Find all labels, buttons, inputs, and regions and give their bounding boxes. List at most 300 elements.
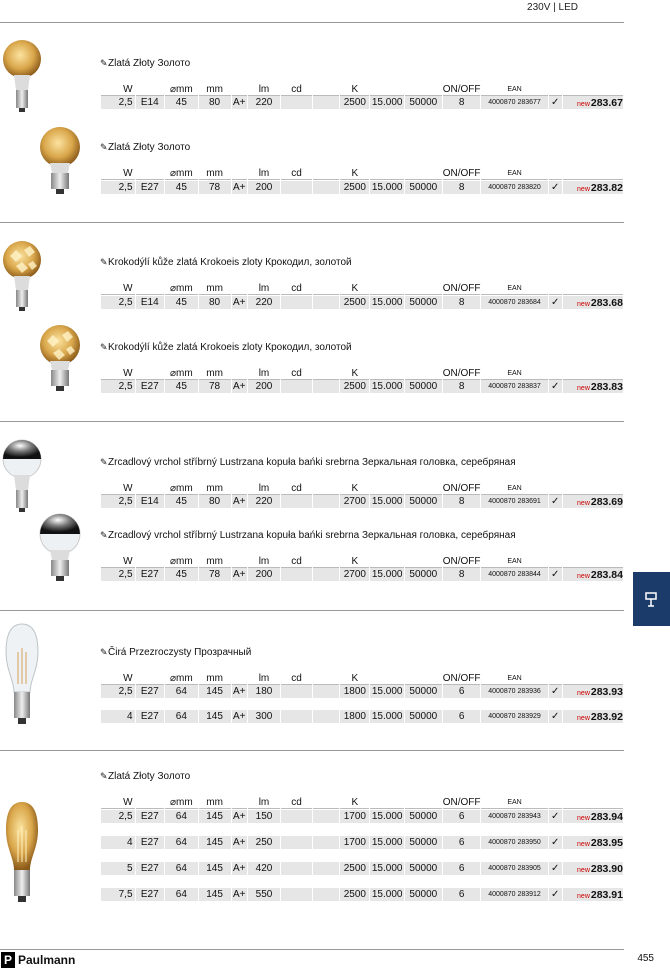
cell-energy: A+ (233, 569, 246, 580)
spec-header-life (405, 796, 442, 809)
spec-header-cd: cd (281, 282, 312, 295)
new-badge: new (577, 840, 590, 848)
cell-check: ✓ (549, 862, 562, 875)
bulb-golden-e27-image (38, 125, 82, 197)
cell-art (563, 888, 623, 901)
cell-lm: 250 (248, 836, 280, 849)
spec-header-angle (313, 282, 339, 295)
spec-header-ean: EAN (481, 167, 547, 180)
spec-header-life (405, 167, 442, 180)
article-number[interactable]: 283.95 (590, 836, 623, 849)
spec-table (100, 83, 624, 109)
article-number[interactable]: 283.68 (590, 296, 623, 309)
cell-angle (313, 568, 339, 581)
new-badge: new (577, 185, 590, 193)
spec-header-pack: ON/OFF (442, 555, 481, 567)
article-number[interactable]: 283.67 (590, 96, 623, 109)
spec-header-life (405, 282, 442, 295)
cell-diam: 45 (165, 380, 198, 393)
cell-base: E27 (136, 836, 165, 849)
cell-cd (281, 181, 312, 194)
spec-header-pack: ON/OFF (442, 83, 481, 95)
cell-cd (281, 568, 312, 581)
product-row[interactable] (101, 380, 623, 393)
bulb-mirror-e14-image (2, 435, 42, 515)
cell-pack: 8 (443, 568, 481, 581)
cell-diam: 64 (165, 685, 198, 698)
cell-k: 2500 (340, 862, 369, 875)
cell-angle (313, 96, 339, 109)
cell-pack: 8 (443, 181, 481, 194)
spec-header-k: K (340, 367, 369, 380)
spec-header-w: W (101, 282, 135, 295)
cell-diam: 45 (165, 568, 198, 581)
cell-life: 50000 (405, 96, 442, 109)
cell-diam: 64 (165, 836, 198, 849)
spec-header-base (136, 482, 165, 495)
page-number: 455 (637, 953, 654, 964)
cell-check: ✓ (549, 380, 562, 393)
cell-check: ✓ (549, 685, 562, 698)
cell-ean: 4000870 283950 (481, 836, 547, 849)
spec-header-life (405, 555, 442, 568)
cell-k: 2700 (340, 568, 369, 581)
spec-header-base (136, 367, 165, 380)
product-group-title (100, 457, 516, 468)
new-badge: new (577, 814, 590, 822)
spec-header-k: K (340, 482, 369, 495)
spec-header-w: W (101, 367, 135, 380)
cell-base: E27 (136, 568, 165, 581)
product-group-title (100, 530, 516, 541)
cell-diam: 64 (165, 862, 198, 875)
cell-life: 50000 (405, 710, 442, 723)
spec-header-k: K (340, 282, 369, 295)
cell-sw: 15.000 (371, 182, 403, 193)
spec-header-cd: cd (281, 796, 312, 809)
spec-header-k: K (340, 555, 369, 568)
spec-header-energy (232, 555, 248, 568)
spec-header-ean: EAN (481, 367, 547, 380)
cell-diam: 64 (165, 888, 198, 901)
spec-header-angle (313, 482, 339, 495)
spec-header-sw (370, 167, 404, 180)
product-row[interactable] (101, 568, 623, 581)
cell-lm: 550 (248, 888, 280, 901)
cell-ean: 4000870 283684 (481, 296, 547, 309)
spec-header-w: W (101, 672, 135, 685)
cell-life: 50000 (405, 181, 442, 194)
cell-lm: 150 (248, 810, 280, 823)
cell-angle (313, 181, 339, 194)
lamp-icon (644, 591, 658, 607)
spec-header-angle (313, 672, 339, 685)
cell-height: 80 (199, 495, 231, 508)
bulb-crocodile-e14-image (2, 236, 42, 314)
spec-header-energy (232, 367, 248, 380)
cell-sw: 15.000 (371, 297, 403, 308)
cell-w: 2,5 (101, 495, 135, 508)
cell-pack: 6 (443, 685, 481, 698)
cell-sw: 15.000 (371, 811, 403, 822)
cell-w: 2,5 (101, 568, 135, 581)
cell-base: E27 (136, 685, 165, 698)
article-number[interactable]: 283.92 (590, 710, 623, 723)
cell-life: 50000 (405, 380, 442, 393)
finish-icon: ✎ (100, 457, 108, 467)
cell-energy: A+ (233, 496, 246, 507)
cell-check: ✓ (549, 96, 562, 109)
spec-header-lm: lm (248, 672, 280, 685)
cell-diam: 64 (165, 710, 198, 723)
new-badge: new (577, 892, 590, 900)
spec-header-art (563, 167, 623, 180)
cell-k: 2500 (340, 181, 369, 194)
spec-header-diam: ⌀mm (165, 167, 198, 180)
product-group-title-text: Zrcadlový vrchol stříbrný Lustrzana kopuła bańki srebrna Зеркальная головка, серебряная (108, 530, 516, 541)
cell-angle (313, 810, 339, 823)
cell-w: 2,5 (101, 296, 135, 309)
cell-k: 1700 (340, 810, 369, 823)
cell-energy: A+ (233, 686, 246, 697)
cell-w: 5 (101, 862, 135, 875)
cell-life: 50000 (405, 810, 442, 823)
article-number[interactable]: 283.93 (590, 685, 623, 698)
cell-ean: 4000870 283905 (481, 862, 547, 875)
spec-header-life (405, 672, 442, 685)
spec-header-k: K (340, 167, 369, 180)
spec-header-k: K (340, 83, 369, 96)
cell-diam: 64 (165, 810, 198, 823)
product-group-title-text: Zlatá Złoty Золото (108, 58, 191, 69)
cell-life: 50000 (405, 836, 442, 849)
new-badge: new (577, 499, 590, 507)
spec-header-base (136, 282, 165, 295)
cell-base: E14 (136, 495, 165, 508)
article-number[interactable]: 283.90 (590, 862, 623, 875)
cell-height: 145 (199, 710, 231, 723)
spec-header-life (405, 482, 442, 495)
spec-header-diam: ⌀mm (165, 796, 198, 809)
cell-base: E27 (136, 888, 165, 901)
finish-icon: ✎ (100, 771, 108, 781)
spec-header-height: mm (199, 555, 231, 568)
spec-header-angle (313, 83, 339, 96)
cell-pack: 6 (443, 810, 481, 823)
cell-base: E14 (136, 96, 165, 109)
spec-header-art (563, 482, 623, 495)
cell-check: ✓ (549, 836, 562, 849)
section-tab-lamp[interactable] (633, 572, 670, 626)
cell-art (563, 568, 623, 581)
spec-header-sw (370, 555, 404, 568)
spec-header-lm: lm (248, 796, 280, 809)
product-row[interactable] (101, 96, 623, 109)
product-row[interactable] (101, 181, 623, 194)
cell-height: 78 (199, 568, 231, 581)
spec-header-lm: lm (248, 555, 280, 568)
spec-header-lm: lm (248, 167, 280, 180)
cell-k: 2500 (340, 380, 369, 393)
cell-diam: 45 (165, 96, 198, 109)
cell-base: E27 (136, 181, 165, 194)
cell-ean: 4000870 283912 (481, 888, 547, 901)
cell-ean: 4000870 283677 (481, 96, 547, 109)
cell-sw: 15.000 (371, 889, 403, 900)
cell-ean: 4000870 283929 (481, 710, 547, 723)
spec-header-k: K (340, 796, 369, 809)
spec-header-lm: lm (248, 282, 280, 295)
bulb-clear-st64-image (4, 622, 40, 728)
spec-header-art (563, 672, 623, 685)
spec-header-sw (370, 796, 404, 809)
cell-art (563, 685, 623, 698)
product-group-title (100, 342, 352, 353)
cell-w: 4 (101, 710, 135, 723)
spec-header-base (136, 555, 165, 568)
cell-life: 50000 (405, 888, 442, 901)
cell-k: 2500 (340, 296, 369, 309)
cell-lm: 200 (248, 181, 280, 194)
spec-header-height: mm (199, 367, 231, 380)
cell-w: 2,5 (101, 380, 135, 393)
cell-art (563, 296, 623, 309)
spec-header-art (563, 796, 623, 809)
spec-header-check (549, 555, 562, 568)
cell-cd (281, 836, 312, 849)
spec-header-diam: ⌀mm (165, 482, 198, 495)
spec-table (100, 555, 624, 581)
article-number[interactable]: 283.94 (590, 810, 623, 823)
spec-header-diam: ⌀mm (165, 83, 198, 96)
cell-energy: A+ (233, 97, 246, 108)
cell-life: 50000 (405, 296, 442, 309)
cell-cd (281, 710, 312, 723)
cell-height: 145 (199, 836, 231, 849)
cell-cd (281, 810, 312, 823)
cell-lm: 420 (248, 862, 280, 875)
cell-w: 2,5 (101, 685, 135, 698)
spec-header-lm: lm (248, 367, 280, 380)
cell-k: 2500 (340, 888, 369, 901)
spec-header-pack: ON/OFF (442, 482, 481, 494)
cell-sw: 15.000 (371, 711, 403, 722)
spec-header-k: K (340, 672, 369, 685)
cell-angle (313, 836, 339, 849)
product-group-title (100, 58, 190, 69)
cell-ean: 4000870 283820 (481, 181, 547, 194)
spec-header-row (101, 167, 623, 180)
cell-cd (281, 96, 312, 109)
cell-life: 50000 (405, 862, 442, 875)
spec-header-check (549, 282, 562, 295)
spec-header-sw (370, 282, 404, 295)
cell-angle (313, 380, 339, 393)
spec-header-cd: cd (281, 83, 312, 96)
spec-table (100, 796, 624, 901)
cell-k: 2700 (340, 495, 369, 508)
cell-height: 145 (199, 888, 231, 901)
finish-icon: ✎ (100, 58, 108, 68)
cell-lm: 300 (248, 710, 280, 723)
cell-art (563, 836, 623, 849)
spec-header-ean: EAN (481, 555, 547, 568)
article-number[interactable]: 283.82 (590, 181, 623, 194)
spec-header-angle (313, 796, 339, 809)
category-label: 230V | LED (527, 2, 578, 13)
new-badge: new (577, 714, 590, 722)
spec-header-base (136, 83, 165, 96)
brand-name: Paulmann (18, 953, 76, 967)
spec-table (100, 482, 624, 508)
cell-ean: 4000870 283691 (481, 495, 547, 508)
footer-rule (0, 949, 624, 950)
spec-header-row (101, 482, 623, 495)
cell-pack: 6 (443, 862, 481, 875)
cell-sw: 15.000 (371, 686, 403, 697)
product-row[interactable] (101, 685, 623, 698)
product-row[interactable] (101, 296, 623, 309)
cell-pack: 8 (443, 495, 481, 508)
spec-header-height: mm (199, 167, 231, 180)
cell-w: 2,5 (101, 96, 135, 109)
cell-energy: A+ (233, 381, 246, 392)
cell-ean: 4000870 283936 (481, 685, 547, 698)
cell-check: ✓ (549, 810, 562, 823)
spec-header-energy (232, 672, 248, 685)
cell-energy: A+ (233, 182, 246, 193)
cell-height: 145 (199, 862, 231, 875)
cell-sw: 15.000 (371, 97, 403, 108)
spec-header-pack: ON/OFF (442, 672, 481, 684)
product-group-title-text: Zlatá Złoty Золото (108, 142, 191, 153)
cell-check: ✓ (549, 296, 562, 309)
spec-header-ean: EAN (481, 672, 547, 685)
cell-angle (313, 862, 339, 875)
bulb-golden-st64-image (4, 800, 40, 906)
spec-header-cd: cd (281, 482, 312, 495)
product-row[interactable] (101, 495, 623, 508)
spec-header-w: W (101, 796, 135, 809)
spec-header-diam: ⌀mm (165, 672, 198, 685)
cell-energy: A+ (233, 297, 246, 308)
cell-lm: 200 (248, 568, 280, 581)
spec-header-life (405, 83, 442, 96)
cell-art (563, 710, 623, 723)
spec-header-angle (313, 555, 339, 568)
spec-table (100, 167, 624, 194)
product-group-title (100, 142, 190, 153)
product-row[interactable] (101, 836, 623, 849)
cell-energy: A+ (233, 863, 246, 874)
cell-angle (313, 685, 339, 698)
new-badge: new (577, 866, 590, 874)
cell-energy: A+ (233, 889, 246, 900)
spec-header-check (549, 367, 562, 380)
cell-energy: A+ (233, 811, 246, 822)
article-number[interactable]: 283.83 (590, 380, 623, 393)
spec-header-row (101, 672, 623, 685)
article-number[interactable]: 283.84 (590, 568, 623, 581)
spec-header-angle (313, 367, 339, 380)
spec-header-sw (370, 367, 404, 380)
spec-header-pack: ON/OFF (442, 796, 481, 808)
cell-cd (281, 862, 312, 875)
cell-lm: 220 (248, 296, 280, 309)
cell-cd (281, 888, 312, 901)
spec-header-energy (232, 167, 248, 180)
cell-base: E27 (136, 810, 165, 823)
cell-height: 78 (199, 380, 231, 393)
cell-cd (281, 296, 312, 309)
paulmann-logo: P (1, 952, 15, 968)
spec-header-life (405, 367, 442, 380)
cell-cd (281, 495, 312, 508)
spec-header-w: W (101, 83, 135, 96)
cell-pack: 8 (443, 96, 481, 109)
spec-header-art (563, 83, 623, 96)
spec-header-diam: ⌀mm (165, 282, 198, 295)
spec-header-sw (370, 672, 404, 685)
cell-w: 7,5 (101, 888, 135, 901)
spec-header-row (101, 555, 623, 568)
cell-lm: 180 (248, 685, 280, 698)
spec-header-base (136, 796, 165, 809)
product-row[interactable] (101, 810, 623, 823)
spec-table (100, 367, 624, 393)
article-number[interactable]: 283.91 (590, 888, 623, 901)
finish-icon: ✎ (100, 342, 108, 352)
spec-header-cd: cd (281, 367, 312, 380)
spec-header-base (136, 672, 165, 685)
cell-check: ✓ (549, 888, 562, 901)
cell-sw: 15.000 (371, 569, 403, 580)
new-badge: new (577, 689, 590, 697)
finish-icon: ✎ (100, 647, 108, 657)
finish-icon: ✎ (100, 142, 108, 152)
section-divider (0, 222, 624, 223)
spec-header-energy (232, 796, 248, 809)
spec-header-art (563, 367, 623, 380)
cell-energy: A+ (233, 837, 246, 848)
cell-w: 2,5 (101, 810, 135, 823)
cell-life: 50000 (405, 495, 442, 508)
spec-header-energy (232, 282, 248, 295)
spec-header-pack: ON/OFF (442, 367, 481, 379)
spec-header-sw (370, 482, 404, 495)
cell-art (563, 380, 623, 393)
article-number[interactable]: 283.69 (590, 495, 623, 508)
product-row[interactable] (101, 710, 623, 723)
product-group-title-text: Krokodýlí kůže zlatá Krokoeis zloty Крокодил, золотой (108, 257, 352, 268)
cell-height: 78 (199, 181, 231, 194)
cell-diam: 45 (165, 181, 198, 194)
spec-header-energy (232, 83, 248, 96)
cell-art (563, 862, 623, 875)
spec-header-check (549, 482, 562, 495)
spec-header-check (549, 796, 562, 809)
new-badge: new (577, 100, 590, 108)
cell-w: 2,5 (101, 181, 135, 194)
cell-life: 50000 (405, 568, 442, 581)
finish-icon: ✎ (100, 530, 108, 540)
cell-pack: 6 (443, 710, 481, 723)
spec-header-ean: EAN (481, 282, 547, 295)
product-row[interactable] (101, 862, 623, 875)
spec-header-pack: ON/OFF (442, 282, 481, 294)
cell-k: 2500 (340, 96, 369, 109)
product-row[interactable] (101, 888, 623, 901)
